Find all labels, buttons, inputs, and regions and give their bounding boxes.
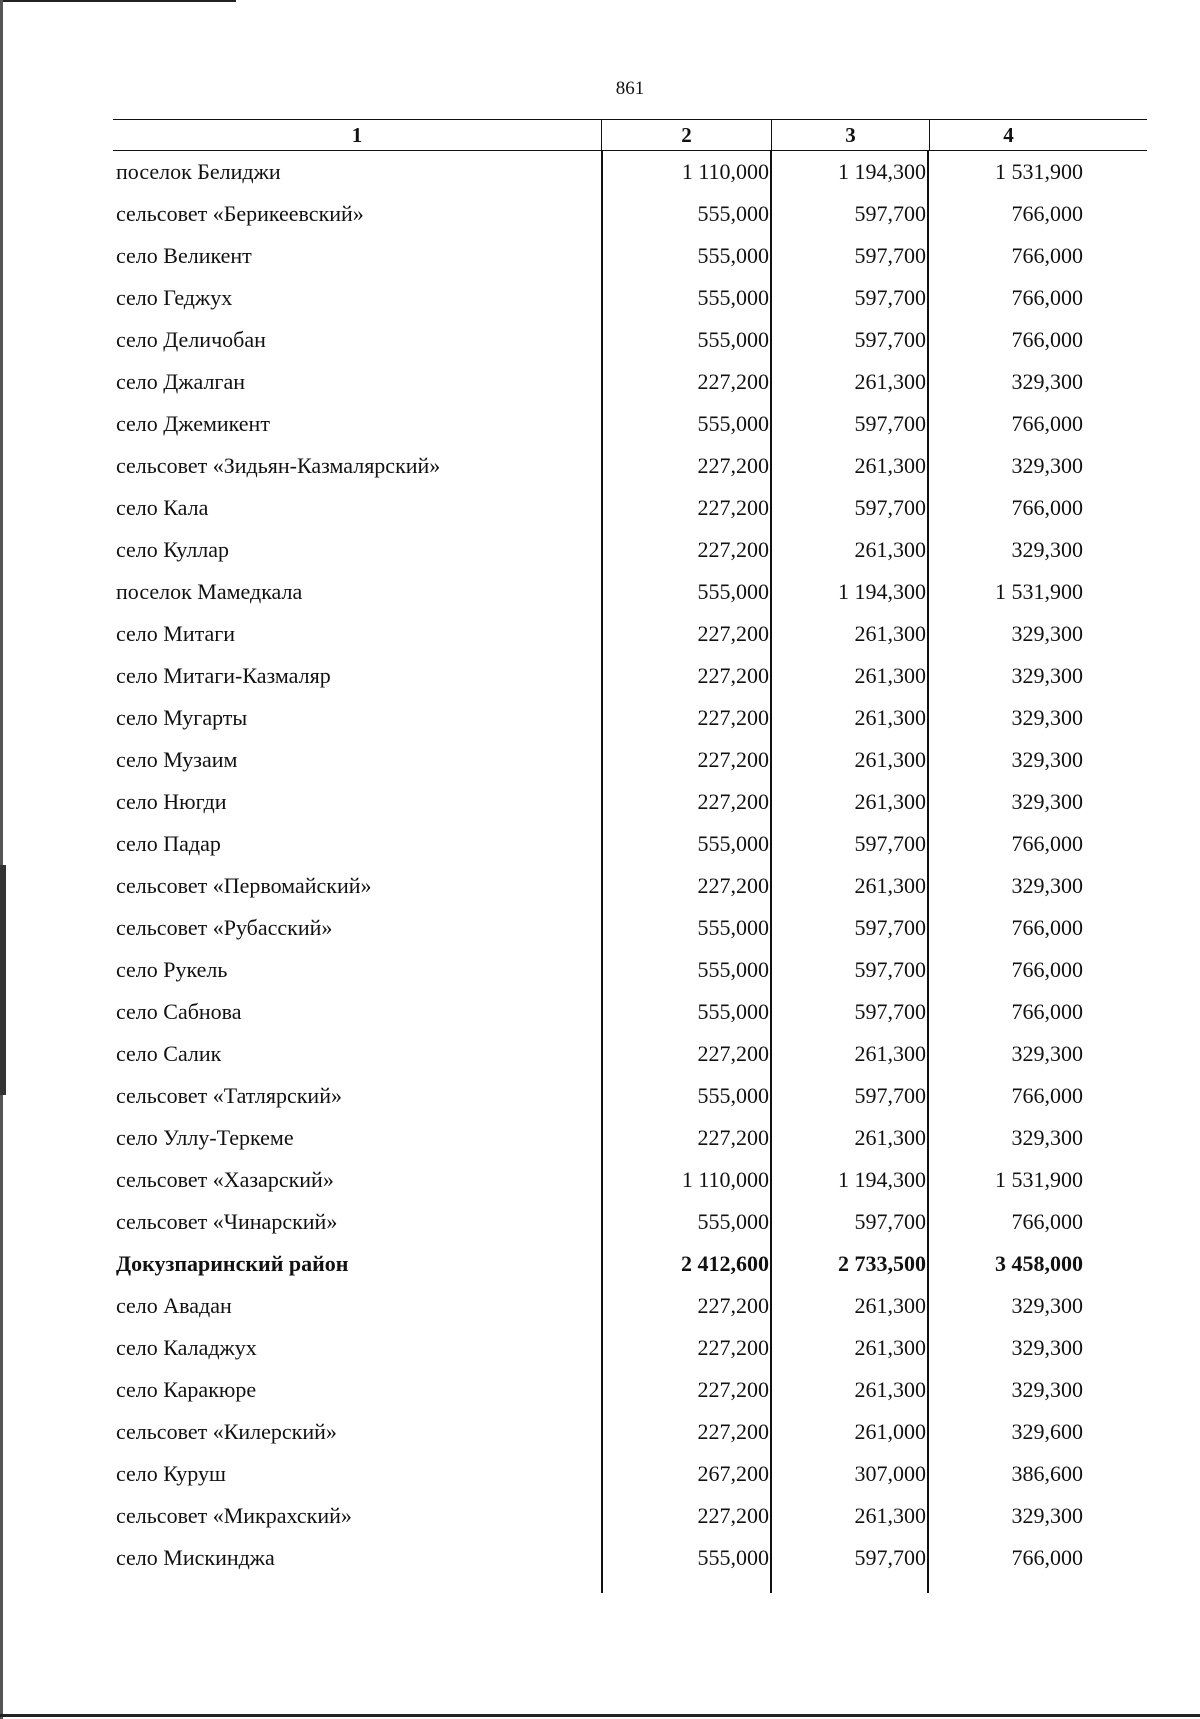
table-row (113, 613, 1147, 655)
value-col-4: 329,300 (1011, 789, 1083, 814)
value-col-3: 307,000 (854, 1461, 926, 1486)
value-col-2: 227,200 (697, 789, 769, 814)
value-col-4: 329,300 (1011, 537, 1083, 562)
table-row (113, 823, 1147, 865)
value-col-2: 227,200 (697, 663, 769, 688)
settlement-name: село Деличобан (116, 327, 266, 352)
value-col-3: 261,300 (854, 537, 926, 562)
table-row (113, 319, 1147, 361)
value-col-3: 1 194,300 (838, 159, 926, 184)
table-header (113, 119, 1147, 151)
table-row (113, 697, 1147, 739)
table-row (113, 991, 1147, 1033)
settlement-name: село Музаим (116, 747, 238, 772)
value-col-2: 227,200 (697, 705, 769, 730)
value-col-4: 329,300 (1011, 453, 1083, 478)
settlement-name: село Куллар (116, 537, 230, 562)
value-col-4: 766,000 (1011, 285, 1083, 310)
settlement-name: село Джалган (116, 369, 245, 394)
settlement-name: село Сабнова (116, 999, 242, 1024)
value-col-3: 597,700 (854, 495, 926, 520)
value-col-4: 329,300 (1011, 1293, 1083, 1318)
table-row (113, 529, 1147, 571)
settlement-name: село Джемикент (116, 411, 270, 436)
value-col-4: 766,000 (1011, 201, 1083, 226)
value-col-4: 329,300 (1011, 1041, 1083, 1066)
value-col-3: 597,700 (854, 1083, 926, 1108)
column-divider-3 (770, 151, 772, 1593)
scan-edge-top (0, 0, 236, 2)
value-col-2: 227,200 (697, 537, 769, 562)
budget-table (113, 119, 1147, 1579)
settlement-name: село Мискинджа (116, 1545, 275, 1570)
value-col-4: 329,300 (1011, 369, 1083, 394)
settlement-name: сельсовет «Чинарский» (116, 1209, 338, 1234)
table-row (113, 1201, 1147, 1243)
table-row (113, 781, 1147, 823)
value-col-2: 227,200 (697, 453, 769, 478)
table-row (113, 1537, 1147, 1579)
value-col-3: 261,300 (854, 747, 926, 772)
value-col-2: 555,000 (697, 1209, 769, 1234)
value-col-4: 329,300 (1011, 1503, 1083, 1528)
value-col-2: 1 110,000 (681, 159, 769, 184)
value-col-2: 555,000 (697, 831, 769, 856)
value-col-2: 555,000 (697, 243, 769, 268)
value-col-2: 555,000 (697, 957, 769, 982)
value-col-4: 766,000 (1011, 411, 1083, 436)
table-row (113, 487, 1147, 529)
value-col-2: 227,200 (697, 1503, 769, 1528)
value-col-2: 2 412,600 (681, 1251, 769, 1276)
settlement-name: сельсовет «Первомайский» (116, 873, 372, 898)
value-col-2: 227,200 (697, 1377, 769, 1402)
settlement-name: село Куруш (116, 1461, 226, 1486)
scan-edge-left (0, 0, 3, 1719)
settlement-name: село Митаги (116, 621, 236, 646)
settlement-name: село Каладжух (116, 1335, 257, 1360)
value-col-4: 329,300 (1011, 1125, 1083, 1150)
table-row (113, 949, 1147, 991)
settlement-name: село Каракюре (116, 1377, 257, 1402)
value-col-3: 2 733,500 (838, 1251, 926, 1276)
table-row (113, 151, 1147, 193)
table-row (113, 361, 1147, 403)
table-row (113, 193, 1147, 235)
value-col-3: 261,300 (854, 789, 926, 814)
value-col-4: 1 531,900 (995, 159, 1083, 184)
value-col-2: 555,000 (697, 579, 769, 604)
value-col-3: 597,700 (854, 327, 926, 352)
table-row (113, 1117, 1147, 1159)
table-row (113, 235, 1147, 277)
settlement-name: село Митаги-Казмаляр (116, 663, 331, 688)
value-col-2: 555,000 (697, 411, 769, 436)
value-col-2: 227,200 (697, 1419, 769, 1444)
value-col-3: 261,300 (854, 369, 926, 394)
value-col-2: 227,200 (697, 1335, 769, 1360)
table-row (113, 865, 1147, 907)
value-col-2: 555,000 (697, 1083, 769, 1108)
table-row-district-total (113, 1243, 1147, 1285)
value-col-2: 555,000 (697, 915, 769, 940)
table-row (113, 907, 1147, 949)
value-col-2: 227,200 (697, 621, 769, 646)
value-col-2: 555,000 (697, 201, 769, 226)
value-col-2: 555,000 (697, 999, 769, 1024)
table-body (113, 151, 1147, 1579)
value-col-2: 227,200 (697, 1125, 769, 1150)
column-divider-4 (927, 151, 929, 1593)
value-col-3: 597,700 (854, 1545, 926, 1570)
value-col-4: 329,300 (1011, 873, 1083, 898)
table-row (113, 1369, 1147, 1411)
value-col-3: 261,000 (854, 1419, 926, 1444)
value-col-2: 227,200 (697, 747, 769, 772)
settlement-name: поселок Белиджи (116, 159, 281, 184)
value-col-4: 329,600 (1011, 1419, 1083, 1444)
value-col-3: 261,300 (854, 663, 926, 688)
value-col-4: 329,300 (1011, 1335, 1083, 1360)
table-row (113, 571, 1147, 613)
value-col-4: 766,000 (1011, 957, 1083, 982)
table-row (113, 1075, 1147, 1117)
table-row (113, 277, 1147, 319)
value-col-2: 227,200 (697, 495, 769, 520)
settlement-name: село Великент (116, 243, 252, 268)
value-col-3: 1 194,300 (838, 1167, 926, 1192)
value-col-3: 261,300 (854, 873, 926, 898)
value-col-4: 766,000 (1011, 243, 1083, 268)
settlement-name: сельсовет «Микрахский» (116, 1503, 352, 1528)
header-col-4: 4 (929, 120, 1087, 150)
settlement-name: сельсовет «Татлярский» (116, 1083, 342, 1108)
value-col-4: 766,000 (1011, 915, 1083, 940)
page-number: 861 (615, 78, 645, 99)
value-col-4: 766,000 (1011, 495, 1083, 520)
settlement-name: село Рукель (116, 957, 228, 982)
value-col-3: 1 194,300 (838, 579, 926, 604)
table-row (113, 1285, 1147, 1327)
value-col-3: 597,700 (854, 243, 926, 268)
value-col-4: 766,000 (1011, 831, 1083, 856)
header-col-3: 3 (771, 120, 929, 150)
value-col-2: 555,000 (697, 1545, 769, 1570)
value-col-3: 261,300 (854, 453, 926, 478)
table-row (113, 1495, 1147, 1537)
settlement-name: сельсовет «Берикеевский» (116, 201, 364, 226)
value-col-4: 766,000 (1011, 999, 1083, 1024)
value-col-3: 597,700 (854, 201, 926, 226)
settlement-name: село Авадан (116, 1293, 232, 1318)
value-col-4: 1 531,900 (995, 579, 1083, 604)
column-divider-2 (601, 151, 603, 1593)
value-col-2: 227,200 (697, 873, 769, 898)
table-row (113, 1453, 1147, 1495)
value-col-3: 261,300 (854, 1335, 926, 1360)
value-col-4: 766,000 (1011, 327, 1083, 352)
value-col-4: 3 458,000 (995, 1251, 1083, 1276)
value-col-2: 1 110,000 (681, 1167, 769, 1192)
settlement-name: Докузпаринский район (116, 1251, 349, 1276)
value-col-3: 261,300 (854, 1041, 926, 1066)
value-col-4: 766,000 (1011, 1545, 1083, 1570)
table-row (113, 1033, 1147, 1075)
table-row (113, 739, 1147, 781)
settlement-name: поселок Мамедкала (116, 579, 303, 604)
scan-edge-bottom (0, 1714, 1200, 1717)
value-col-3: 261,300 (854, 621, 926, 646)
header-col-2: 2 (601, 120, 771, 150)
value-col-4: 329,300 (1011, 621, 1083, 646)
table-row (113, 445, 1147, 487)
settlement-name: село Нюгди (116, 789, 227, 814)
settlement-name: сельсовет «Хазарский» (116, 1167, 334, 1192)
value-col-4: 329,300 (1011, 1377, 1083, 1402)
settlement-name: сельсовет «Рубасский» (116, 915, 333, 940)
settlement-name: село Салик (116, 1041, 222, 1066)
value-col-3: 597,700 (854, 411, 926, 436)
value-col-3: 261,300 (854, 1377, 926, 1402)
value-col-2: 227,200 (697, 369, 769, 394)
value-col-3: 261,300 (854, 1293, 926, 1318)
value-col-3: 597,700 (854, 285, 926, 310)
value-col-3: 261,300 (854, 705, 926, 730)
value-col-3: 261,300 (854, 1125, 926, 1150)
settlement-name: село Геджух (116, 285, 233, 310)
table-row (113, 1411, 1147, 1453)
settlement-name: село Падар (116, 831, 221, 856)
settlement-name: село Уллу-Теркеме (116, 1125, 294, 1150)
value-col-4: 766,000 (1011, 1083, 1083, 1108)
value-col-4: 1 531,900 (995, 1167, 1083, 1192)
table-row (113, 1327, 1147, 1369)
value-col-2: 555,000 (697, 327, 769, 352)
value-col-4: 329,300 (1011, 747, 1083, 772)
value-col-4: 329,300 (1011, 705, 1083, 730)
value-col-2: 227,200 (697, 1041, 769, 1066)
value-col-4: 766,000 (1011, 1209, 1083, 1234)
value-col-2: 267,200 (697, 1461, 769, 1486)
settlement-name: село Мугарты (116, 705, 248, 730)
value-col-3: 597,700 (854, 831, 926, 856)
value-col-4: 386,600 (1011, 1461, 1083, 1486)
value-col-2: 555,000 (697, 285, 769, 310)
header-col-1: 1 (351, 123, 363, 147)
value-col-3: 597,700 (854, 915, 926, 940)
table-row (113, 403, 1147, 445)
value-col-3: 597,700 (854, 999, 926, 1024)
settlement-name: сельсовет «Килерский» (116, 1419, 337, 1444)
value-col-3: 597,700 (854, 1209, 926, 1234)
scan-mark (0, 865, 6, 1095)
value-col-2: 227,200 (697, 1293, 769, 1318)
settlement-name: село Кала (116, 495, 209, 520)
table-row (113, 1159, 1147, 1201)
value-col-4: 329,300 (1011, 663, 1083, 688)
value-col-3: 597,700 (854, 957, 926, 982)
settlement-name: сельсовет «Зидьян-Казмалярский» (116, 453, 441, 478)
value-col-3: 261,300 (854, 1503, 926, 1528)
table-row (113, 655, 1147, 697)
